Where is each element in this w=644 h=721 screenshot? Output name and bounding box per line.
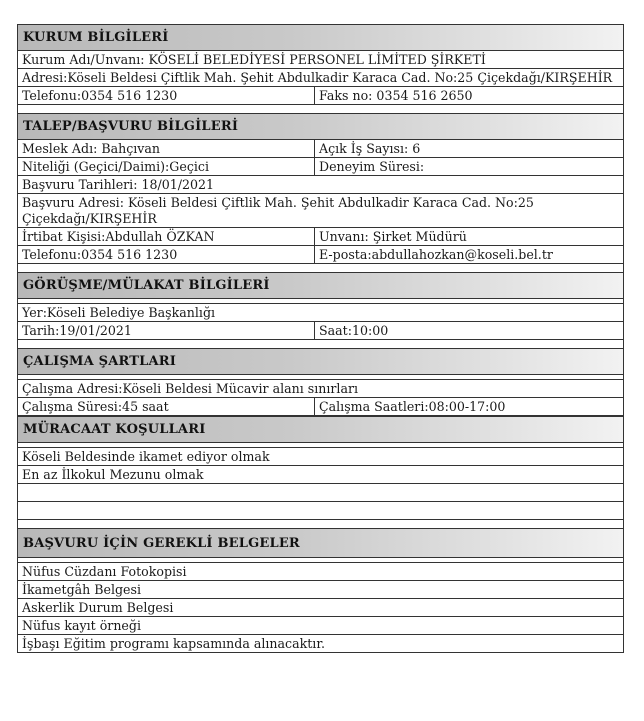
spacer bbox=[18, 105, 623, 113]
unvan: Unvanı: Şirket Müdürü bbox=[319, 229, 467, 244]
section-header-gorusme: GÖRÜŞME/MÜLAKAT BİLGİLERİ bbox=[18, 272, 623, 299]
section-header-calisma: ÇALIŞMA ŞARTLARI bbox=[18, 348, 623, 375]
talep-iletisim-row bbox=[18, 246, 623, 264]
belge-item: Nüfus Cüzdanı Fotokopisi bbox=[22, 564, 187, 579]
kurum-fax: Faks no: 0354 516 2650 bbox=[319, 88, 473, 103]
acik-is-sayisi: Açık İş Sayısı: 6 bbox=[319, 141, 421, 156]
nitelik: Niteliği (Geçici/Daimi):Geçici bbox=[18, 158, 315, 175]
belge-item: İşbaşı Eğitim programı kapsamında alınacaktır. bbox=[22, 636, 325, 651]
muracaat-row bbox=[18, 447, 623, 466]
meslek-adi: Meslek Adı: Bahçıvan bbox=[18, 140, 315, 157]
deneyim-suresi: Deneyim Süresi: bbox=[319, 159, 425, 174]
talep-irtibat-row bbox=[18, 228, 623, 246]
talep-eposta: E-posta:abdullahozkan@koseli.bel.tr bbox=[319, 247, 553, 262]
calisma-suresi: Çalışma Süresi:45 saat bbox=[18, 398, 315, 415]
belge-row bbox=[18, 562, 623, 581]
kurum-name: Kurum Adı/Unvanı: KÖSELİ BELEDİYESİ PERSONEL LİMİTED ŞİRKETİ bbox=[22, 52, 486, 67]
gorusme-saat: Saat:10:00 bbox=[319, 323, 389, 338]
calisma-saatleri: Çalışma Saatleri:08:00-17:00 bbox=[319, 399, 506, 414]
muracaat-row bbox=[18, 466, 623, 484]
spacer bbox=[18, 340, 623, 348]
talep-tarih-row bbox=[18, 176, 623, 194]
kurum-address-row bbox=[18, 69, 623, 87]
talep-adres-row bbox=[18, 194, 623, 228]
gorusme-tarih: Tarih:19/01/2021 bbox=[18, 322, 315, 339]
gorusme-tarih-row bbox=[18, 322, 623, 340]
application-form bbox=[17, 24, 624, 653]
belge-row bbox=[18, 617, 623, 635]
basvuru-tarihi: Başvuru Tarihleri: 18/01/2021 bbox=[22, 177, 215, 192]
spacer bbox=[18, 264, 623, 272]
talep-meslek-row bbox=[18, 140, 623, 158]
kurum-phone-row bbox=[18, 87, 623, 105]
belge-row bbox=[18, 635, 623, 653]
spacer bbox=[18, 520, 623, 528]
section-header-belgeler: BAŞVURU İÇİN GEREKLİ BELGELER bbox=[18, 528, 623, 558]
talep-nitelik-row bbox=[18, 158, 623, 176]
irtibat-kisisi: İrtibat Kişisi:Abdullah ÖZKAN bbox=[18, 228, 315, 245]
section-header-muracaat: MÜRACAAT KOŞULLARI bbox=[18, 416, 623, 443]
belge-item: Askerlik Durum Belgesi bbox=[22, 600, 174, 615]
belge-item: Nüfus kayıt örneği bbox=[22, 618, 141, 633]
belge-item: İkametgâh Belgesi bbox=[22, 582, 141, 597]
kurum-phone: Telefonu:0354 516 1230 bbox=[18, 87, 315, 104]
calisma-adresi: Çalışma Adresi:Köseli Beldesi Mücavir alanı sınırları bbox=[22, 381, 359, 396]
gorusme-yer-row bbox=[18, 303, 623, 322]
kurum-name-row bbox=[18, 51, 623, 69]
kurum-address: Adresi:Köseli Beldesi Çiftlik Mah. Şehit Abdulkadir Karaca Cad. No:25 Çiçekdağı/KIRŞEHİR bbox=[22, 70, 613, 85]
calisma-sure-row bbox=[18, 398, 623, 416]
muracaat-empty-row bbox=[18, 502, 623, 520]
section-header-kurum: KURUM BİLGİLERİ bbox=[18, 24, 623, 51]
belge-row bbox=[18, 599, 623, 617]
section-header-talep: TALEP/BAŞVURU BİLGİLERİ bbox=[18, 113, 623, 140]
muracaat-empty-row bbox=[18, 484, 623, 502]
calisma-adres-row bbox=[18, 379, 623, 398]
gorusme-yer: Yer:Köseli Belediye Başkanlığı bbox=[22, 305, 216, 320]
belge-row bbox=[18, 581, 623, 599]
muracaat-item: En az İlkokul Mezunu olmak bbox=[22, 467, 204, 482]
basvuru-adresi: Başvuru Adresi: Köseli Beldesi Çiftlik Mah. Şehit Abdulkadir Karaca Cad. No:25 Çiçekdağı/KIRŞEHİR bbox=[22, 195, 534, 226]
talep-telefon: Telefonu:0354 516 1230 bbox=[18, 246, 315, 263]
muracaat-item: Köseli Beldesinde ikamet ediyor olmak bbox=[22, 449, 270, 464]
